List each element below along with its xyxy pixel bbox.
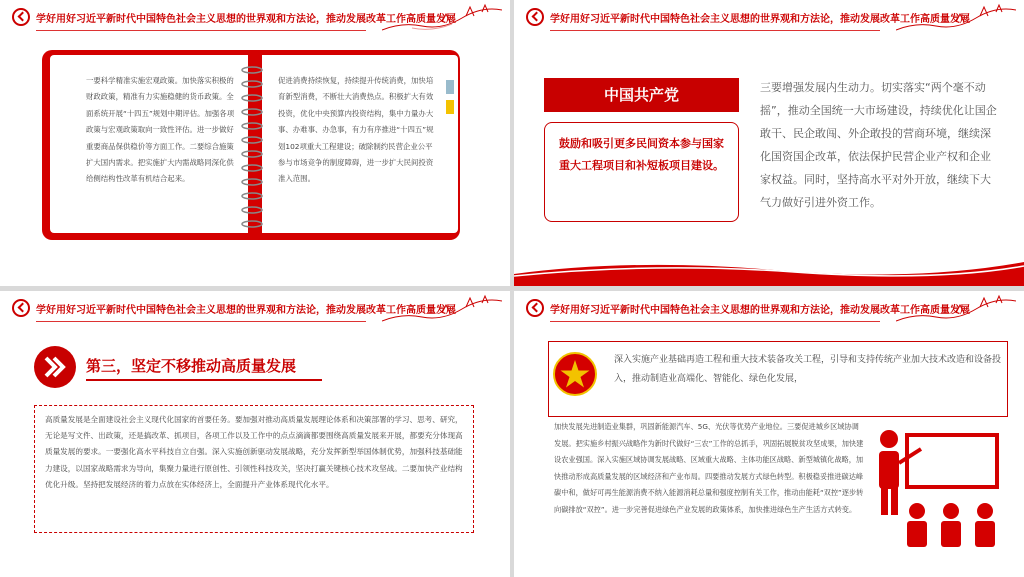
notebook-right-page (262, 55, 458, 233)
intro-text: 深入实施产业基础再造工程和重大技术装备攻关工程，引导和支持传统产业加大技术改造和设备投入，推动制造业高端化、智能化、绿色化发展， (614, 355, 1002, 384)
back-arrow-icon[interactable] (12, 299, 30, 317)
left-page-text: 一要科学精准实施宏观政策。加快落实积极的财政政策，精准有力实施稳健的货币政策。全面系统开展“十四五”规划中期评估。加强各项政策与宏观政策取向一致性评估。进一步做好重要商品保供稳价等方面工作。二要综合施策扩大国内需求。把实施扩大内需战略同深化供给侧结构性改革有机结合起来。 (86, 76, 235, 184)
header-title: 学好用好习近平新时代中国特色社会主义思想的世界观和方法论，推动发展改革工作高质量发展 (36, 14, 456, 25)
header-title: 学好用好习近平新时代中国特色社会主义思想的世界观和方法论，推动发展改革工作高质量发展 (550, 305, 970, 316)
party-star-icon (552, 351, 598, 397)
notebook-rings (240, 58, 264, 234)
great-wall-icon (382, 2, 502, 34)
back-arrow-icon[interactable] (12, 8, 30, 26)
great-wall-icon (382, 293, 502, 325)
body-text: 加快发展先进制造业集群，巩固新能源汽车、5G、光伏等优势产业地位。三要促进城乡区域协调发展。把实施乡村振兴战略作为新时代做好“三农”工作的总抓手，巩固拓展脱贫攻坚成果，加快建设农业强国。深入实施区域协调发展战略、区域重大战略、主体功能区战略、新型城镇化战略，加快推动形成高质量发展的区域经济和产业布局。四要推动发展方式绿色转型。积极稳妥推进碳达峰碳中和，做好可再生能源消费不纳入能源消耗总量和强度控制有关工作，推动由能耗“双控”逐步转向碳排放“双控”。进一步完善促进绿色产业发展的政策体系，加快推进绿色生产生活方式转变。 (554, 422, 864, 514)
title-underline (86, 379, 322, 381)
highlight-box: 鼓励和吸引更多民间资本参与国家重大工程项目和补短板项目建设。 (544, 122, 739, 222)
notebook-left-page (50, 55, 248, 233)
header-divider (36, 30, 366, 31)
back-arrow-icon[interactable] (526, 8, 544, 26)
body-box (34, 405, 474, 533)
great-wall-icon (896, 293, 1016, 325)
right-text: 三要增强发展内生动力。切实落实“两个毫不动摇”，推动全国统一大市场建设，持续优化让国企敢干、民企敢闯、外企敢投的营商环境，继续深化国资国企改革，依法保护民营企业产权和企业家权益。同时，坚持高水平对外开放，继续下大气力做好引进外资工作。 (760, 81, 997, 209)
header-divider (550, 30, 880, 31)
back-arrow-icon[interactable] (526, 299, 544, 317)
teacher-class-icon (869, 423, 1009, 553)
red-wave-decoration (514, 256, 1024, 286)
slide-4[interactable] (514, 291, 1024, 577)
header-title: 学好用好习近平新时代中国特色社会主义思想的世界观和方法论，推动发展改革工作高质量发展 (36, 305, 456, 316)
header-title: 学好用好习近平新时代中国特色社会主义思想的世界观和方法论，推动发展改革工作高质量发展 (550, 14, 970, 25)
slide-2[interactable] (514, 0, 1024, 286)
slide-1[interactable] (0, 0, 510, 286)
header-divider (36, 321, 366, 322)
slide-header (0, 291, 510, 327)
great-wall-icon (896, 2, 1016, 34)
party-label: 中国共产党 (544, 78, 739, 112)
slide-header (0, 0, 510, 36)
section-title: 第三，坚定不移推动高质量发展 (86, 357, 297, 375)
body-text: 高质量发展是全面建设社会主义现代化国家的首要任务。要加强对推动高质量发展理论体系和决策部署的学习、思考、研究，无论是写文件、出政策，还是搞改革、抓项目，各项工作以及工作中的点点滴滴都要围绕高质量发展来开展，都要充分体现高质量发展的要求。一要强化高水平科技自立自强。深入实施创新驱动发展战略，充分发挥新型举国体制优势，加强科技基础能力建设，以国家战略需求为导向，集聚力量进行原创性、引领性科技攻关，坚决打赢关键核心技术攻坚战。二要加快产业结构优化升级。坚持把发展经济的着力点放在实体经济上，全面提升产业体系现代化水平。 (45, 415, 463, 489)
right-page-text: 促进消费持续恢复，持续提升传统消费，加快培育新型消费，不断壮大消费热点。积极扩大有效投资，优化中央预算内投资结构，集中力量办大事、办难事、办急事，有力有序推进“十四五”规划102项重大工程建设；破除制约民营企业公平参与市场竞争的制度障碍，进一步扩大民间投资准入范围。 (278, 76, 434, 184)
slide-3[interactable] (0, 291, 510, 577)
bookmark-tab (446, 100, 454, 114)
slide-header (514, 0, 1024, 36)
bookmark-tab (446, 80, 454, 94)
double-chevron-icon (34, 346, 76, 388)
slide-header (514, 291, 1024, 327)
header-divider (550, 321, 880, 322)
